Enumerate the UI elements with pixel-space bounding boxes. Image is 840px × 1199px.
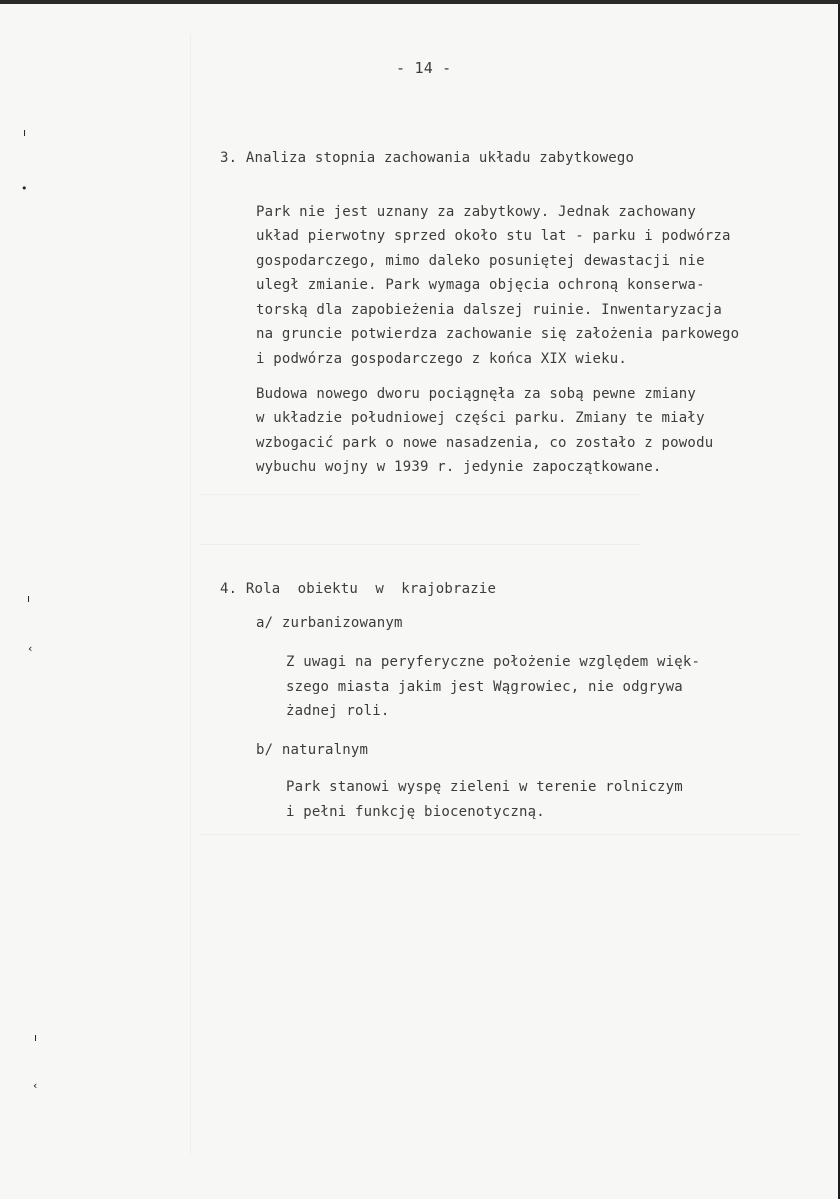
- margin-mark: ‹: [28, 642, 33, 655]
- margin-mark: ı: [27, 592, 31, 605]
- paragraph-line: Park nie jest uznany za zabytkowy. Jednak zachowany: [256, 204, 697, 220]
- paragraph-line: i pełni funkcję biocenotyczną.: [286, 804, 545, 820]
- paragraph-line: Budowa nowego dworu pociągnęła za sobą pewne zmiany: [256, 386, 697, 402]
- show-through-line: [200, 834, 800, 836]
- subsection-a-label: a/ zurbanizowanym: [256, 615, 403, 631]
- document-page: [0, 4, 840, 1199]
- margin-mark: ‹: [33, 1079, 38, 1092]
- paragraph-line: układ pierwotny sprzed około stu lat - parku i podwórza: [256, 228, 731, 244]
- paragraph-line: Z uwagi na peryferyczne położenie względem więk-: [286, 654, 701, 670]
- paragraph-line: Park stanowi wyspę zieleni w terenie rolniczym: [286, 779, 683, 795]
- margin-mark: ı: [23, 126, 27, 139]
- subsection-b-label: b/ naturalnym: [256, 742, 369, 758]
- section-3-heading: 3. Analiza stopnia zachowania układu zabytkowego: [220, 150, 635, 166]
- paragraph-line: gospodarczego, mimo daleko posuniętej dewastacji nie: [256, 253, 705, 269]
- show-through-line: [190, 34, 192, 1154]
- section-4-heading: 4. Rola obiektu w krajobrazie: [220, 581, 497, 597]
- show-through-line: [200, 544, 640, 546]
- paragraph-line: wybuchu wojny w 1939 r. jedynie zapoczątkowane.: [256, 459, 662, 475]
- paragraph-line: torską dla zapobieżenia dalszej ruinie. Inwentaryzacja: [256, 302, 722, 318]
- margin-mark: •: [21, 182, 28, 195]
- paragraph-line: i podwórza gospodarczego z końca XIX wieku.: [256, 351, 628, 367]
- paragraph-line: wzbogacić park o nowe nasadzenia, co zostało z powodu: [256, 435, 714, 451]
- page-number: - 14 -: [396, 59, 452, 77]
- paragraph-line: na gruncie potwierdza zachowanie się założenia parkowego: [256, 326, 740, 342]
- show-through-line: [200, 494, 640, 496]
- margin-mark: ı: [34, 1031, 38, 1044]
- paragraph-line: w układzie południowej części parku. Zmiany te miały: [256, 410, 705, 426]
- paragraph-line: uległ zmianie. Park wymaga objęcia ochroną konserwa-: [256, 277, 705, 293]
- paragraph-line: szego miasta jakim jest Wągrowiec, nie odgrywa: [286, 679, 683, 695]
- paragraph-line: żadnej roli.: [286, 703, 390, 719]
